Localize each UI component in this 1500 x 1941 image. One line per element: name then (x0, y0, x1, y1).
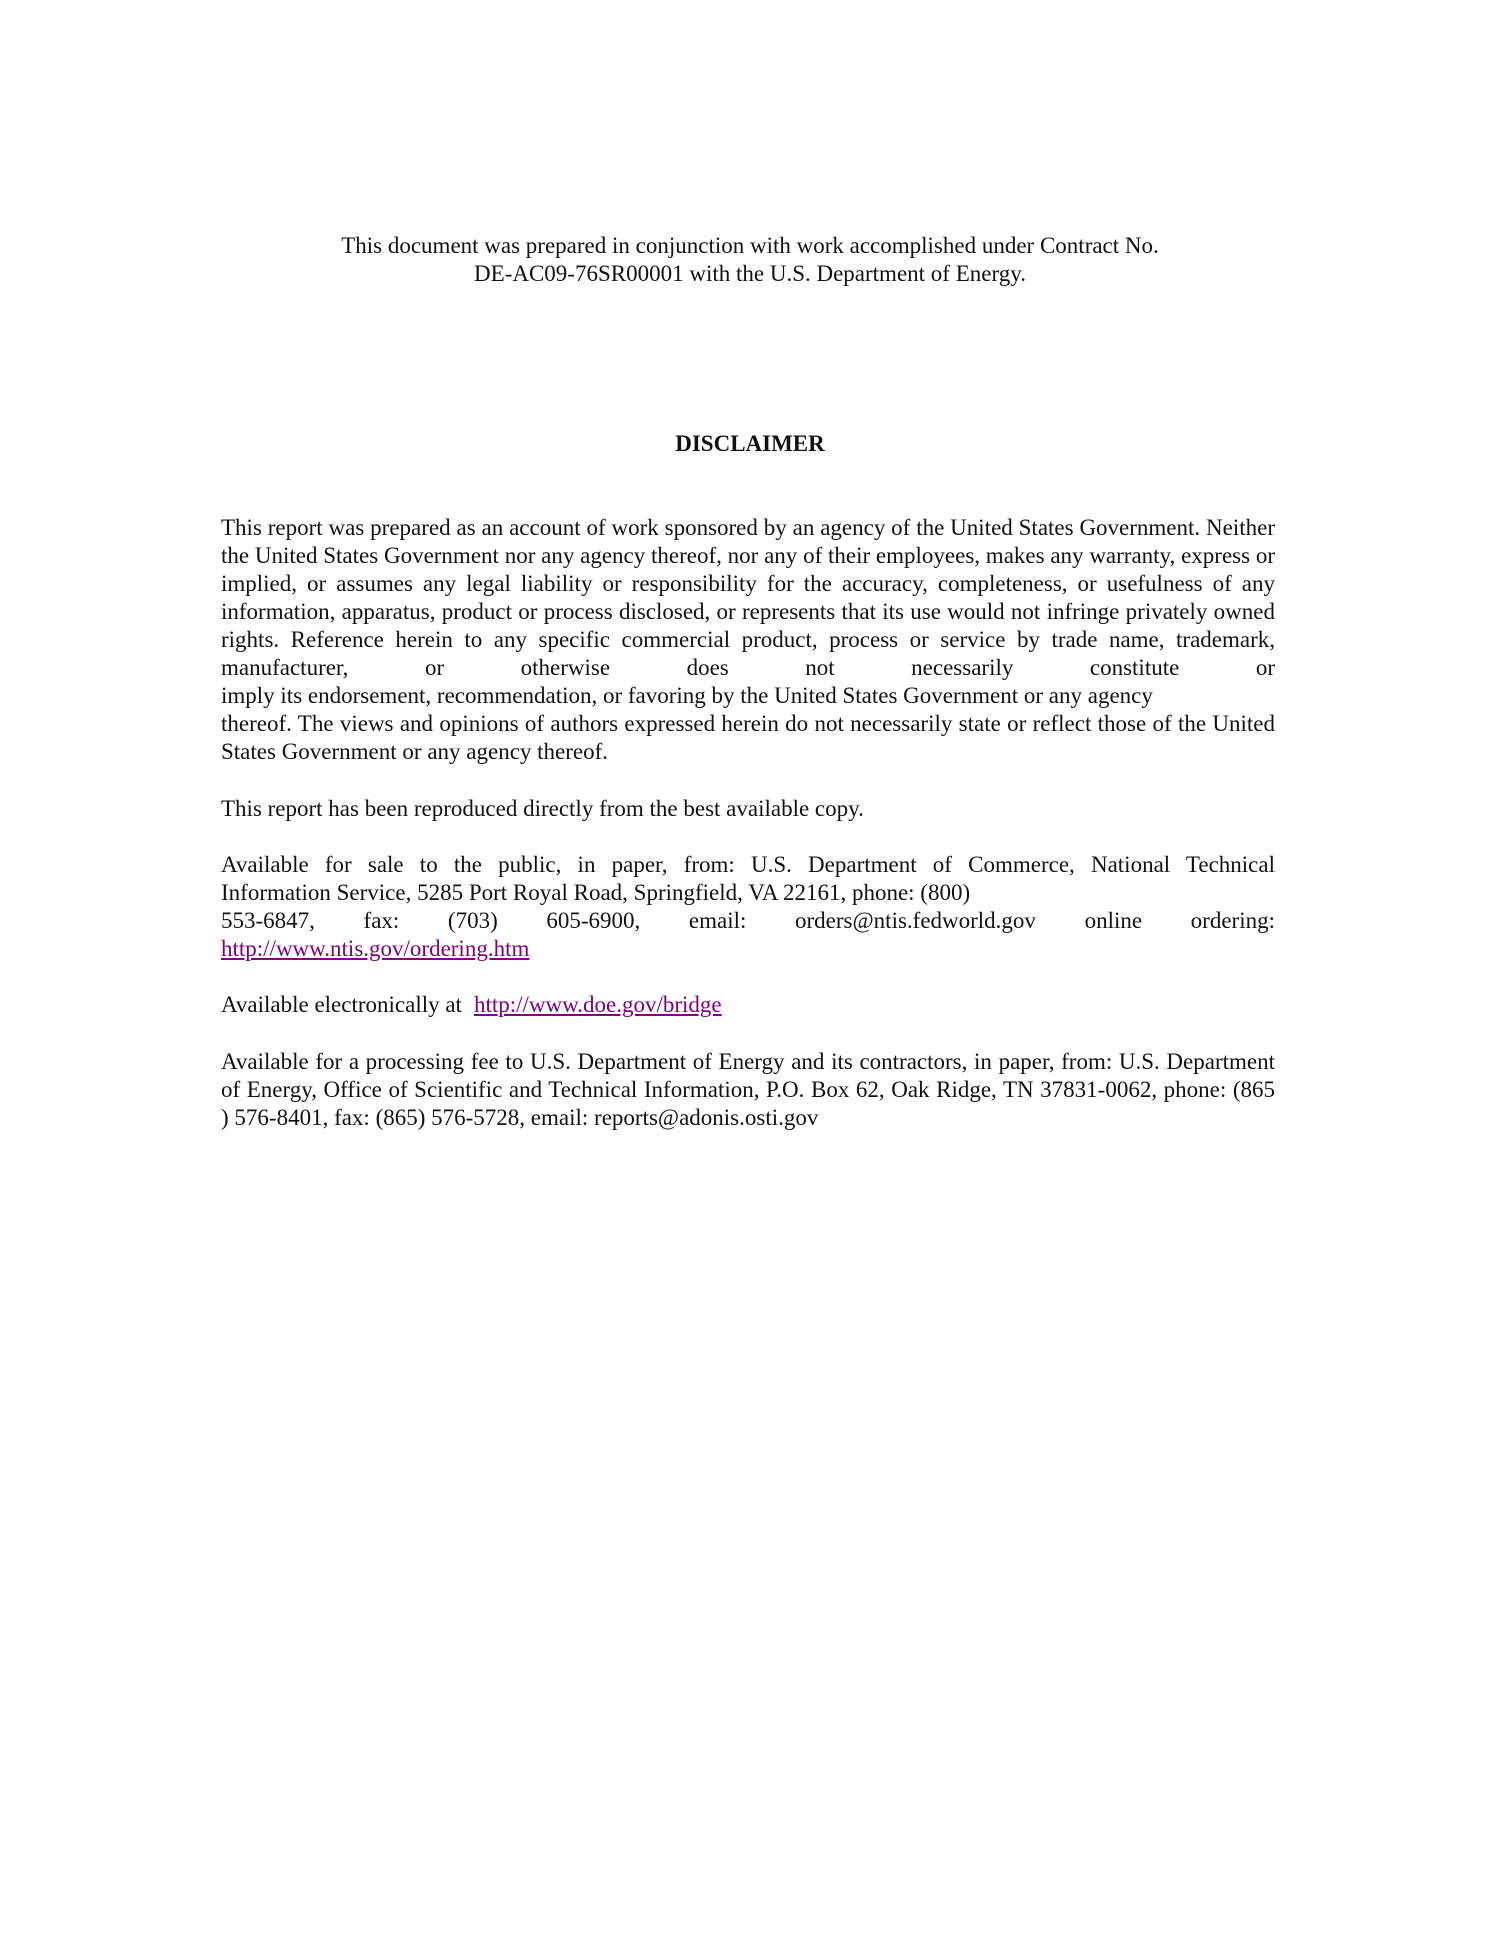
disclaimer-heading: DISCLAIMER (675, 431, 825, 456)
ntis-line-3: 553-6847, fax: (703) 605-6900, email: orders@ntis.fedworld.gov online ordering: (221, 908, 1275, 933)
electronic-availability (221, 991, 1275, 1019)
disclaimer-paragraph-short-line: imply its endorsement, recommendation, or favoring by the United States Government or any agency (221, 683, 1153, 708)
contract-notice-line-1: This document was prepared in conjunction with work accomplished under Contract No. (341, 233, 1159, 258)
ntis-availability (221, 851, 1275, 963)
contract-notice-line-2: DE-AC09-76SR00001 with the U.S. Department of Energy. (474, 261, 1026, 286)
ntis-line-1: Available for sale to the public, in paper, from: U.S. Department of Commerce, National Technical (221, 852, 1275, 877)
reproduced-note: This report has been reproduced directly from the best available copy. (221, 796, 864, 821)
doe-bridge-link[interactable]: http://www.doe.gov/bridge (473, 992, 722, 1017)
electronic-prefix: Available electronically at (221, 992, 462, 1017)
ntis-line-2: Information Service, 5285 Port Royal Road, Springfield, VA 22161, phone: (800) (221, 880, 971, 905)
ntis-link-line (221, 935, 1275, 963)
disclaimer-paragraph-part-2: thereof. The views and opinions of authors expressed herein do not necessarily state or reflect those of the United States Government or any agency thereof. (221, 711, 1275, 764)
ntis-ordering-link[interactable]: http://www.ntis.gov/ordering.htm (221, 936, 530, 961)
osti-availability: Available for a processing fee to U.S. Department of Energy and its contractors, in paper, from: U.S. Department of Energy, Office of Scientific and Technical Information, P.O. Box 62, Oak Ridge, TN 37831-0062, phone: (865 ) 576-8401, fax: (865) 576-5728, email: reports@adonis.osti.gov (221, 1049, 1275, 1130)
disclaimer-paragraph-part-1: This report was prepared as an account of work sponsored by an agency of the United States Government. Neither the United States Government nor any agency thereof, nor any of their employees, makes any warranty, express or implied, or assumes any legal liability or responsibility for the accuracy, completeness, or usefulness of any information, apparatus, product or process disclosed, or represents that its use would not infringe privately owned rights. Reference herein to any specific commercial product, process or service by trade name, trademark, manufacturer, or otherwise does not necessarily constitute or (221, 515, 1275, 680)
disclaimer-paragraph (221, 514, 1275, 766)
contract-notice (0, 232, 1500, 288)
